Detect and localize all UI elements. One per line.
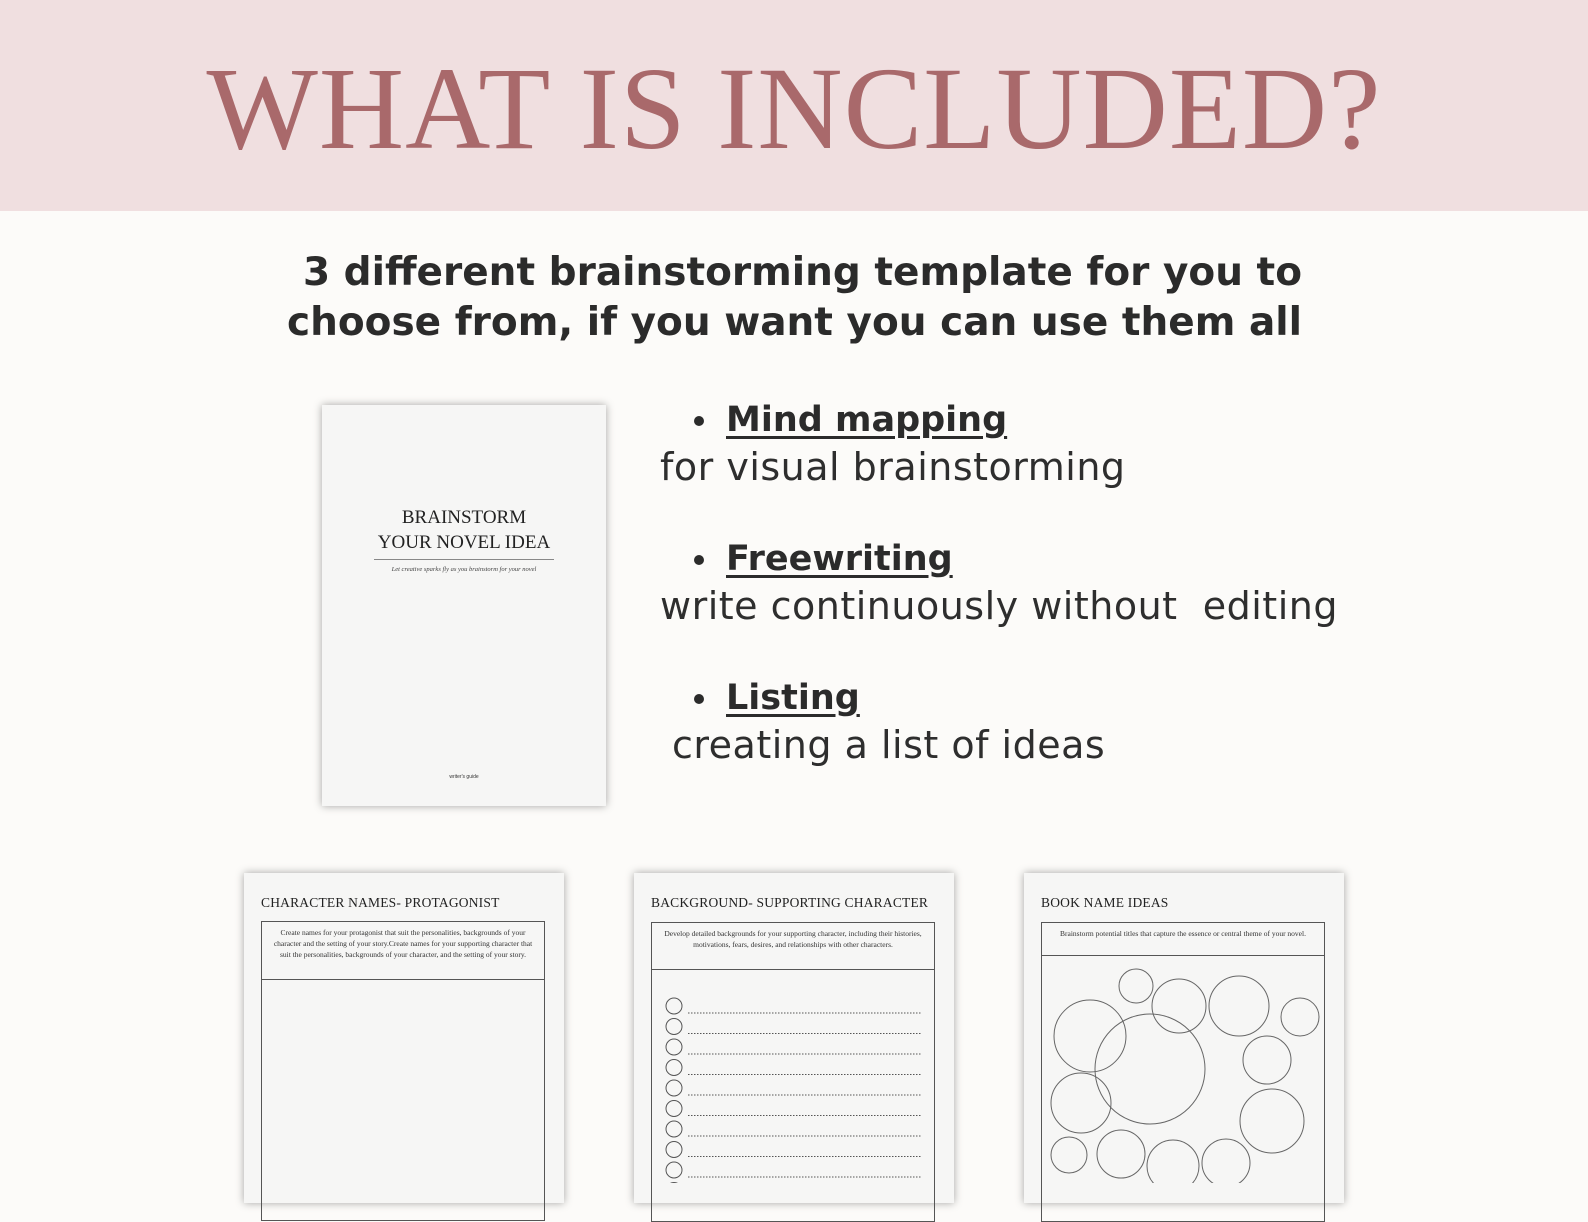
checklist-circle bbox=[666, 1162, 682, 1178]
feature-item-freewriting bbox=[660, 537, 1360, 631]
mind-map-circle bbox=[1095, 1014, 1205, 1124]
mind-map-circle bbox=[1281, 998, 1319, 1036]
intro-line-2: choose from, if you want you can use them all bbox=[286, 300, 1302, 345]
template-page-frame bbox=[651, 922, 935, 1222]
feature-name: Listing bbox=[726, 678, 860, 718]
cover-footer: writer's guide bbox=[449, 774, 479, 780]
checklist-circle bbox=[666, 1183, 682, 1184]
cover-divider bbox=[374, 559, 554, 560]
feature-item-listing bbox=[660, 676, 1360, 770]
cover-preview bbox=[322, 405, 606, 806]
intro-text bbox=[250, 248, 1302, 348]
checklist-circle bbox=[666, 1019, 682, 1035]
checklist-circle bbox=[666, 998, 682, 1014]
template-page-background bbox=[634, 873, 954, 1203]
bullet-icon bbox=[694, 555, 704, 565]
cover-title bbox=[322, 505, 606, 555]
checklist-circle bbox=[666, 1060, 682, 1076]
template-page-note: Develop detailed backgrounds for your supporting character, including their histories, motivations, fears, desires, and relationships with other characters. bbox=[652, 923, 934, 970]
mind-map-circle bbox=[1054, 1000, 1126, 1072]
mind-map-circle bbox=[1147, 1140, 1199, 1183]
template-page-frame bbox=[261, 921, 545, 1221]
checklist-lines bbox=[652, 923, 936, 1183]
mind-map-circle bbox=[1152, 979, 1206, 1033]
mind-map-circle bbox=[1051, 1137, 1087, 1173]
mind-map-circle bbox=[1202, 1139, 1250, 1183]
feature-name: Freewriting bbox=[726, 539, 953, 579]
feature-item-mind-mapping bbox=[660, 398, 1360, 492]
checklist-circle bbox=[666, 1039, 682, 1055]
checklist-circle bbox=[666, 1101, 682, 1117]
checklist-circle bbox=[666, 1142, 682, 1158]
mind-map-circle bbox=[1051, 1073, 1111, 1133]
cover-title-line-1: BRAINSTORM bbox=[401, 507, 527, 528]
mind-map-circle bbox=[1209, 976, 1269, 1036]
intro-line-1: 3 different brainstorming template for you to bbox=[302, 250, 1302, 295]
feature-description: for visual brainstorming bbox=[660, 445, 1126, 489]
template-page-character-names bbox=[244, 873, 564, 1203]
template-page-note: Brainstorm potential titles that capture the essence or central theme of your novel. bbox=[1042, 923, 1324, 956]
cover-tagline: Let creative sparks fly as you brainstorm for your novel bbox=[391, 566, 537, 573]
template-page-title: BOOK NAME IDEAS bbox=[1041, 895, 1169, 910]
page-title: WHAT IS INCLUDED? bbox=[206, 43, 1382, 174]
mind-map-circles bbox=[1042, 923, 1326, 1183]
bullet-icon bbox=[694, 416, 704, 426]
feature-description: creating a list of ideas bbox=[672, 723, 1106, 767]
mind-map-circle bbox=[1240, 1089, 1304, 1153]
template-page-book-names bbox=[1024, 873, 1344, 1203]
checklist-circle bbox=[666, 1080, 682, 1096]
cover-title-line-2: YOUR NOVEL IDEA bbox=[377, 532, 551, 553]
template-page-frame bbox=[1041, 922, 1325, 1222]
mind-map-circle bbox=[1097, 1130, 1145, 1178]
feature-name: Mind mapping bbox=[726, 400, 1008, 440]
mind-map-circle bbox=[1243, 1036, 1291, 1084]
template-page-title: BACKGROUND- SUPPORTING CHARACTER bbox=[651, 895, 929, 910]
template-page-note: Create names for your protagonist that suit the personalities, backgrounds of your character and the setting of your story.Create names for your supporting character that suit the personalities, backgrounds of your character, and the setting of your story. bbox=[262, 922, 544, 980]
mind-map-circle bbox=[1119, 969, 1153, 1003]
checklist-circle bbox=[666, 1121, 682, 1137]
bullet-icon bbox=[694, 694, 704, 704]
feature-description: write continuously without editing bbox=[660, 584, 1338, 628]
template-page-title: CHARACTER NAMES- PROTAGONIST bbox=[261, 895, 500, 910]
